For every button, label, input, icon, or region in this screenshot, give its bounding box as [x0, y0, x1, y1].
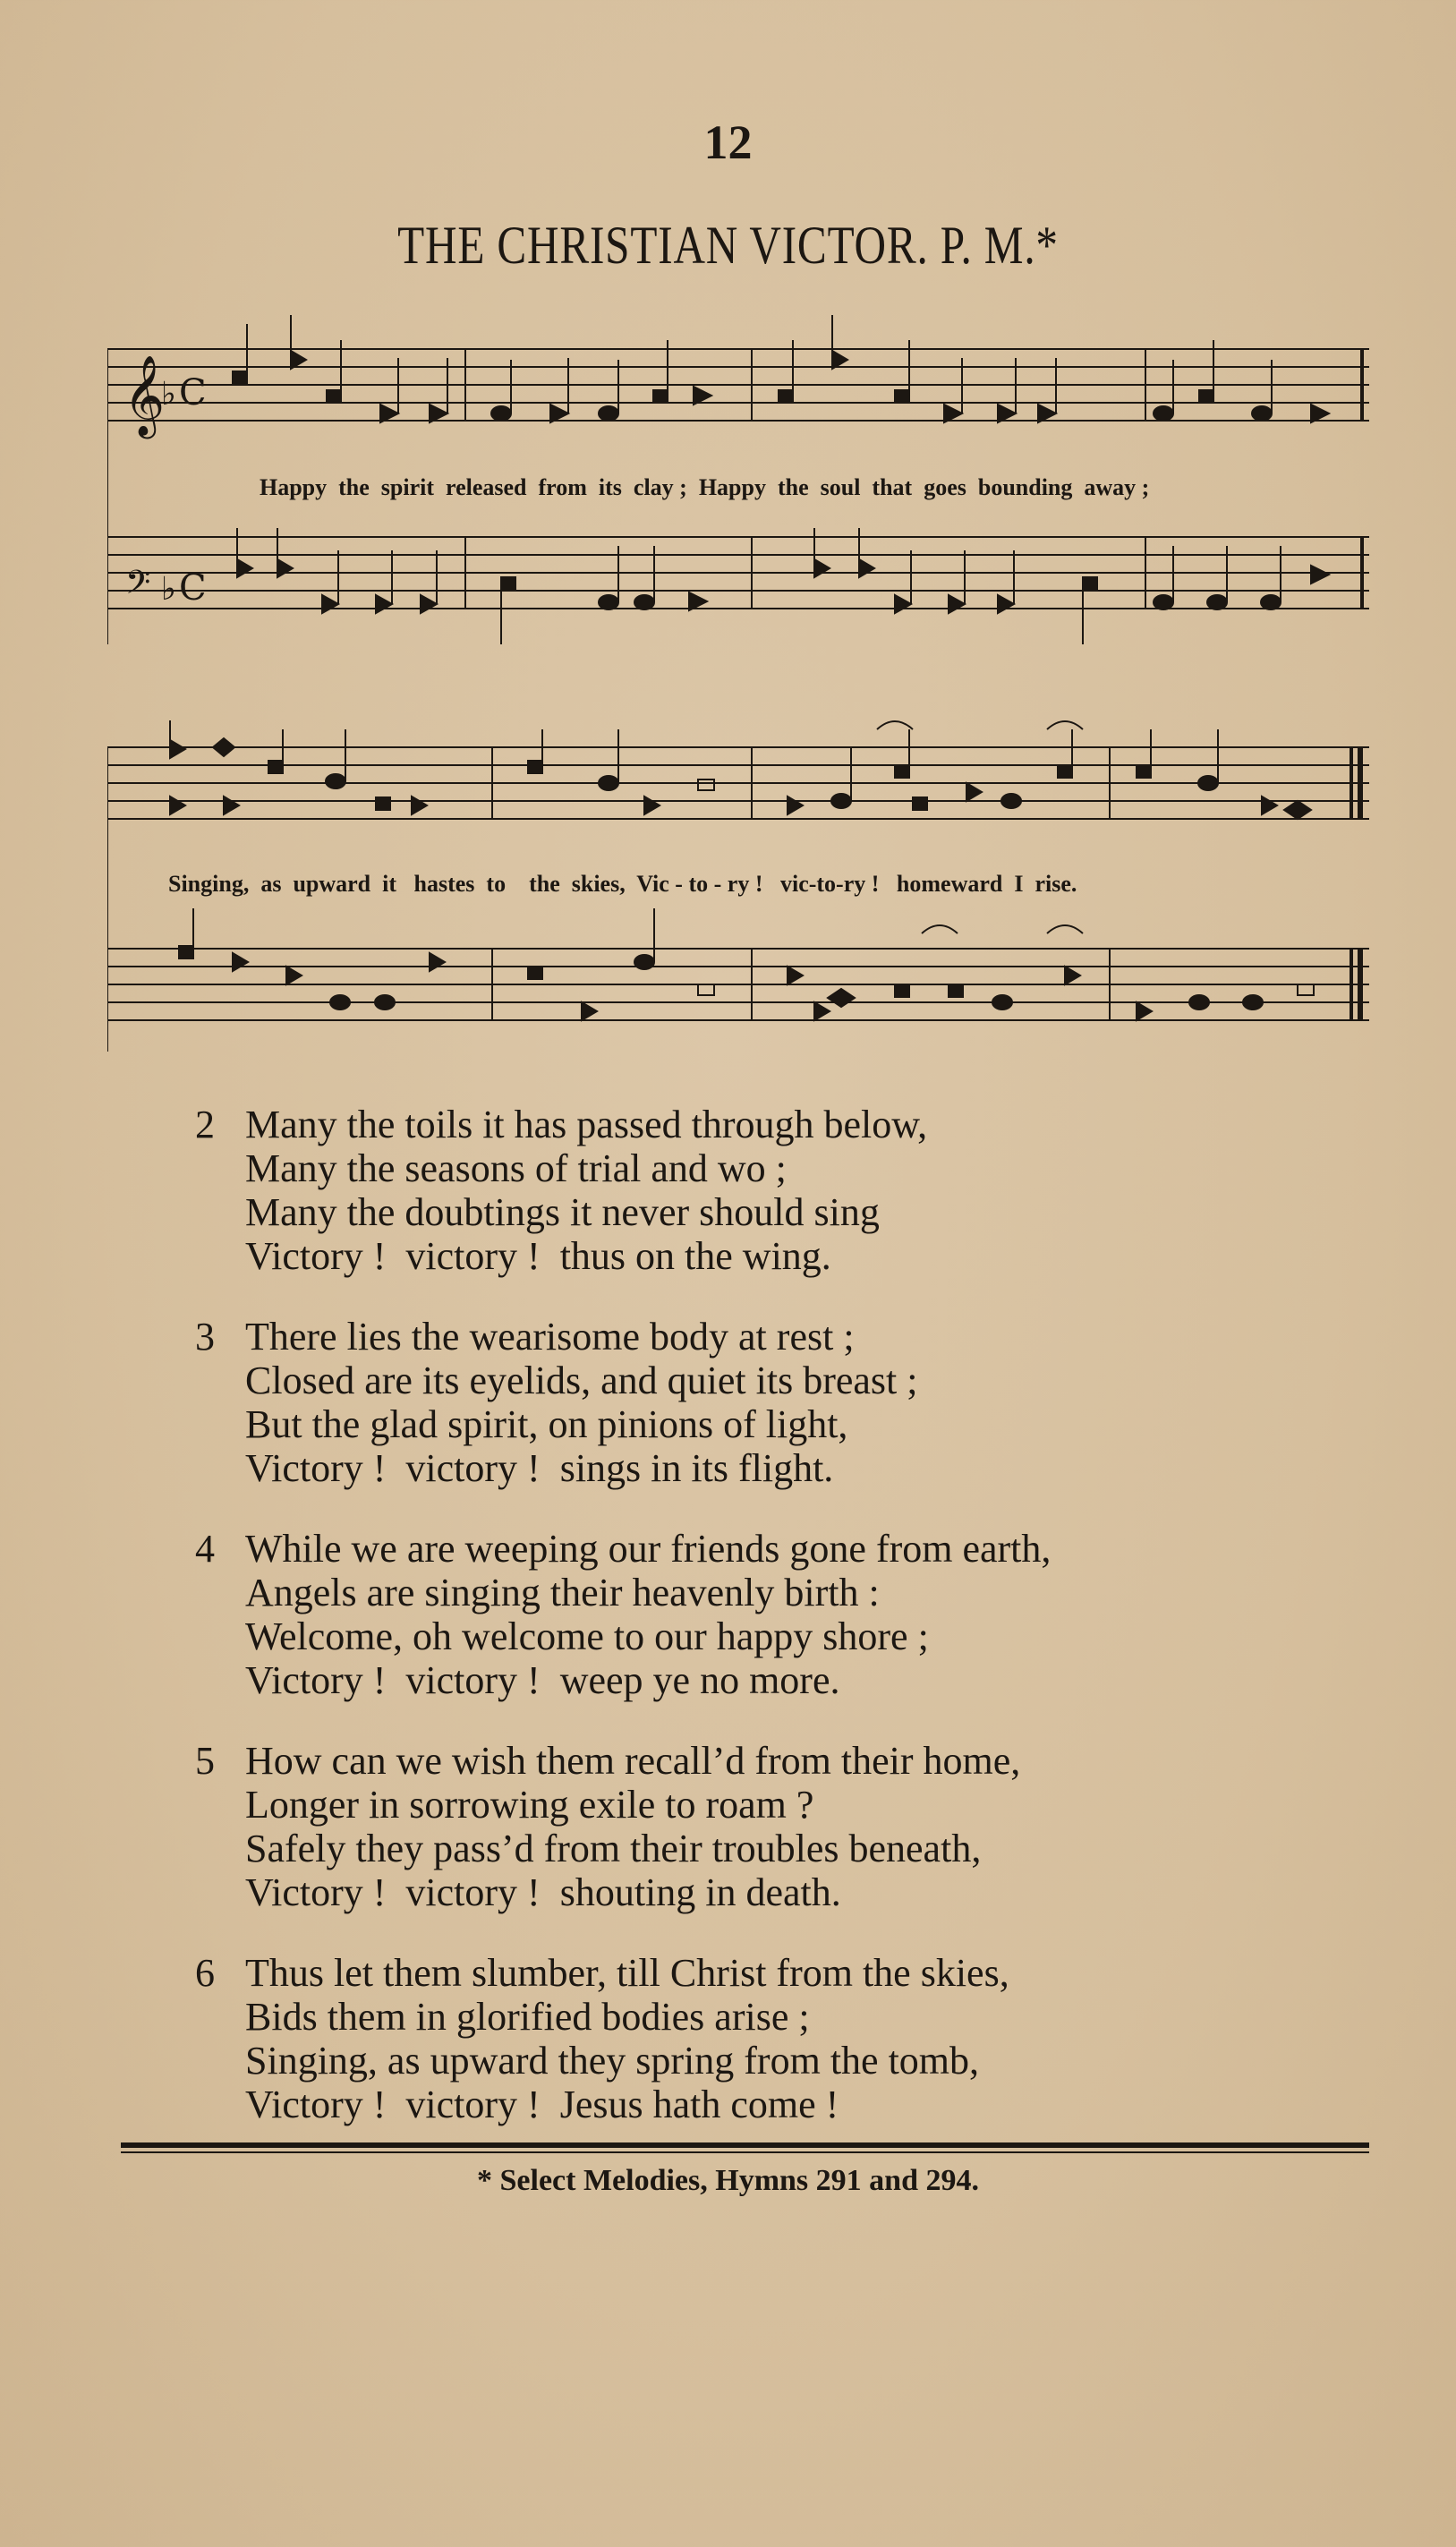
verse-6	[195, 1951, 1051, 2126]
system-1-lyrics: Happy the spirit released from its clay ; Happy the soul that goes bounding away ;	[260, 474, 1150, 500]
verse-number: 2	[195, 1103, 215, 1146]
verse-line: Longer in sorrowing exile to roam ?	[245, 1783, 814, 1827]
verse-line: Singing, as upward they spring from the tomb,	[245, 2039, 980, 2083]
verse-line: Closed are its eyelids, and quiet its breast ;	[245, 1359, 918, 1402]
verse-line: Victory ! victory ! shouting in death.	[245, 1870, 841, 1914]
verse-number: 6	[195, 1951, 215, 1995]
svg-text:C: C	[179, 567, 207, 609]
svg-text:♭: ♭	[161, 376, 176, 413]
verse-line: Bids them in glorified bodies arise ;	[245, 1995, 810, 2039]
svg-text:𝄢: 𝄢	[125, 564, 151, 609]
footnote: * Select Melodies, Hymns 291 and 294.	[477, 2164, 979, 2197]
verse-3	[195, 1315, 1051, 1490]
verse-line: Victory ! victory ! thus on the wing.	[245, 1234, 831, 1278]
verse-line: Thus let them slumber, till Christ from the skies,	[245, 1951, 1009, 1995]
svg-text:𝄞: 𝄞	[123, 355, 166, 436]
verse-line: While we are weeping our friends gone from earth,	[245, 1527, 1052, 1571]
verse-number: 5	[195, 1739, 215, 1783]
svg-text:C: C	[179, 372, 207, 413]
verse-line: There lies the wearisome body at rest ;	[245, 1315, 855, 1359]
footnote-rule-thin	[121, 2151, 1369, 2153]
music-system-2	[107, 711, 1369, 1087]
verse-line: Victory ! victory ! sings in its flight.	[245, 1446, 834, 1490]
verse-line: Safely they pass’d from their troubles beneath,	[245, 1827, 982, 1870]
system-2-lyrics: Singing, as upward it hastes to the skies, Vic - to - ry ! vic-to-ry ! homeward I rise.	[168, 871, 1077, 897]
footnote-rule	[121, 2142, 1369, 2148]
verse-number: 4	[195, 1527, 215, 1571]
verses	[195, 1103, 1052, 2163]
verse-line: Victory ! victory ! Jesus hath come !	[245, 2083, 839, 2126]
hymn-title: THE CHRISTIAN VICTOR. P. M.*	[397, 216, 1059, 275]
verse-2	[195, 1103, 1051, 1278]
verse-line: Welcome, oh welcome to our happy shore ;	[245, 1614, 929, 1658]
verse-line: Many the doubtings it never should sing	[245, 1190, 880, 1234]
verse-line: Many the toils it has passed through below,	[245, 1103, 928, 1146]
verse-line: But the glad spirit, on pinions of light,	[245, 1402, 848, 1446]
music-staff-svg-2	[107, 711, 1369, 1087]
verse-line: Angels are singing their heavenly birth :	[245, 1571, 880, 1614]
page-number: 12	[703, 115, 753, 169]
svg-text:♭: ♭	[161, 571, 176, 608]
verse-5	[195, 1739, 1051, 1914]
verse-line: How can we wish them recall’d from their home,	[245, 1739, 1021, 1783]
verse-line: Victory ! victory ! weep ye no more.	[245, 1658, 840, 1702]
verse-4	[195, 1527, 1052, 1702]
verse-line: Many the seasons of trial and wo ;	[245, 1146, 787, 1190]
music-system-1	[107, 304, 1369, 662]
verse-number: 3	[195, 1315, 215, 1359]
